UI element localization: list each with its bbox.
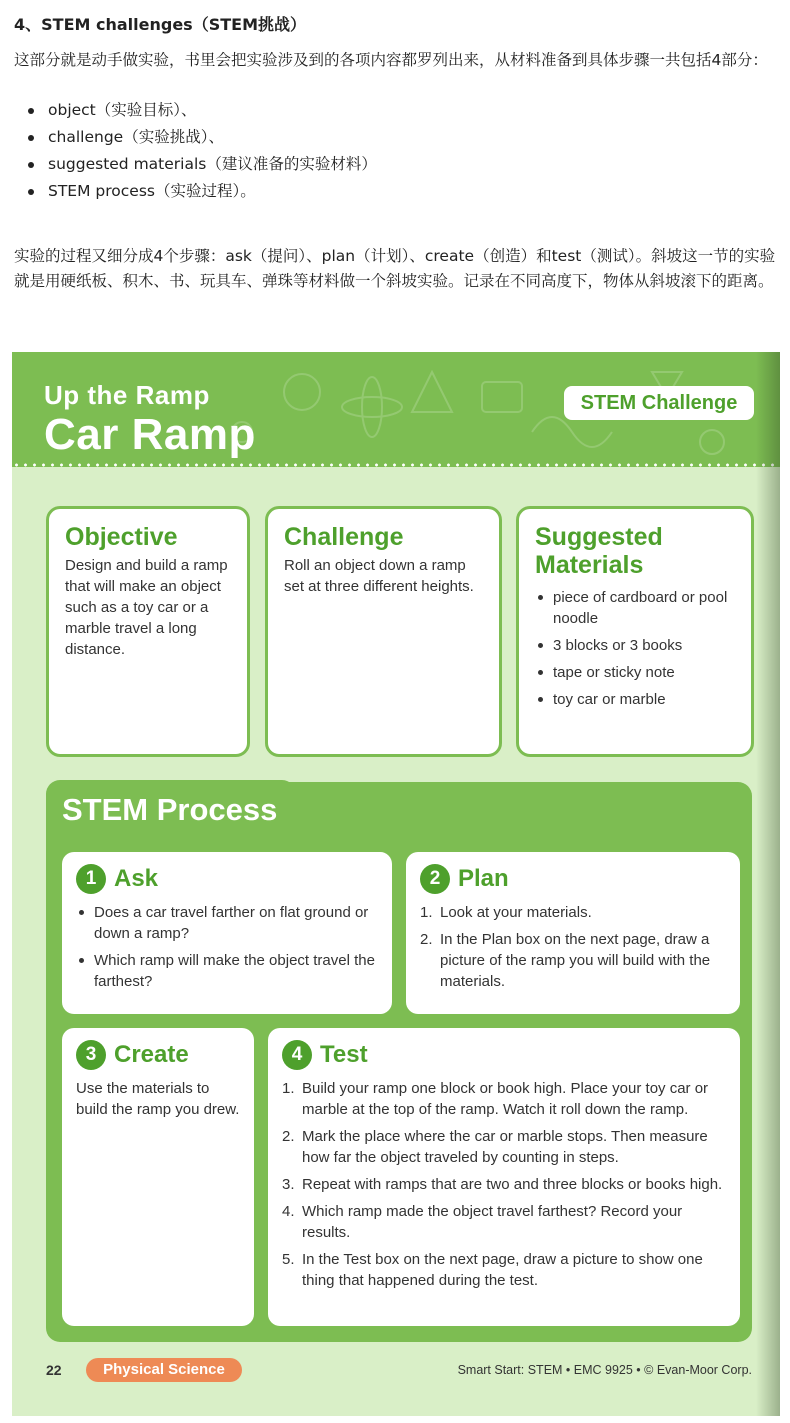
ask-title: Ask: [114, 865, 159, 892]
step-number-badge: 3: [76, 1040, 106, 1070]
item-number: 2.: [282, 1128, 295, 1145]
test-list: [282, 1078, 726, 1291]
objective-text: Design and build a ramp that will make an object such as a toy car or a marble travel a long distance.: [65, 557, 228, 658]
process-paragraph: 实验的过程又细分成4个步骤：ask（提问）、plan（计划）、create（创造）和test（测试）。斜坡这一节的实验就是用硬纸板、积木、书、玩具车、弹珠等材料做一个斜坡实验。记录在不同高度下，物体从斜坡滚下的距离。: [14, 247, 776, 290]
challenge-card: [265, 506, 502, 757]
stem-challenge-tag: STEM Challenge: [564, 386, 754, 420]
create-text: Use the materials to build the ramp you drew.: [76, 1080, 240, 1118]
item-text: Repeat with ramps that are two and three blocks or books high.: [302, 1176, 723, 1193]
list-item: piece of cardboard or pool noodle: [535, 587, 735, 629]
item-number: 5.: [282, 1251, 295, 1268]
list-item: toy car or marble: [535, 689, 735, 710]
section-heading: 4、STEM challenges（STEM挑战）: [14, 15, 306, 34]
item-text: Mark the place where the car or marble stops. Then measure how far the object traveled by counting in steps.: [302, 1128, 708, 1166]
step-number-badge: 2: [420, 864, 450, 894]
ask-list: [76, 902, 378, 992]
item-text: Which ramp made the object travel farthest? Record your results.: [302, 1203, 683, 1241]
title-banner: [12, 352, 780, 467]
materials-card: [516, 506, 754, 757]
test-card: [268, 1028, 740, 1326]
step-number-badge: 4: [282, 1040, 312, 1070]
list-item: STEM process（实验过程）。: [48, 178, 779, 205]
list-item: tape or sticky note: [535, 662, 735, 683]
publisher-credit: Smart Start: STEM • EMC 9925 • © Evan-Moor Corp.: [457, 1363, 752, 1377]
list-item: challenge（实验挑战）、: [48, 124, 779, 151]
item-text: In the Test box on the next page, draw a picture to show one thing that happened during the test.: [302, 1251, 703, 1289]
list-item: object（实验目标）、: [48, 97, 779, 124]
list-item: [420, 929, 726, 992]
challenge-title: Challenge: [284, 523, 404, 551]
list-item: [420, 902, 726, 923]
list-item: [282, 1249, 726, 1291]
section-badge: Physical Science: [86, 1358, 242, 1382]
item-text: Look at your materials.: [440, 904, 592, 921]
objective-card: [46, 506, 250, 757]
list-item: [282, 1174, 726, 1195]
test-title: Test: [320, 1041, 368, 1068]
materials-list: [535, 587, 735, 710]
book-page-image: [12, 352, 780, 1416]
list-item: [282, 1126, 726, 1168]
book-title: Car Ramp: [44, 410, 256, 459]
article: [14, 10, 779, 294]
list-item: suggested materials（建议准备的实验材料）: [48, 151, 779, 178]
parts-list: [14, 97, 779, 205]
list-item: 3 blocks or 3 books: [535, 635, 735, 656]
create-card: [62, 1028, 254, 1326]
item-text: In the Plan box on the next page, draw a picture of the ramp you will build with the materials.: [440, 931, 711, 990]
dotted-divider: [12, 462, 780, 468]
book-subtitle: Up the Ramp: [44, 380, 210, 410]
list-item: [282, 1078, 726, 1120]
list-item: Does a car travel farther on flat ground or down a ramp?: [76, 902, 378, 944]
intro-paragraph: 这部分就是动手做实验，书里会把实验涉及到的各项内容都罗列出来，从材料准备到具体步骤一共包括4部分：: [14, 51, 768, 69]
list-item: [282, 1201, 726, 1243]
item-number: 1.: [420, 904, 433, 921]
list-item: Which ramp will make the object travel the farthest?: [76, 950, 378, 992]
step-number-badge: 1: [76, 864, 106, 894]
item-number: 3.: [282, 1176, 295, 1193]
plan-title: Plan: [458, 865, 509, 892]
item-number: 2.: [420, 931, 433, 948]
objective-title: Objective: [65, 523, 178, 551]
create-title: Create: [114, 1041, 189, 1068]
page-number: 22: [46, 1362, 62, 1378]
item-number: 1.: [282, 1080, 295, 1097]
plan-card: [406, 852, 740, 1014]
item-number: 4.: [282, 1203, 295, 1220]
process-title: STEM Process: [62, 792, 278, 827]
item-text: Build your ramp one block or book high. Place your toy car or marble at the top of the ramp. Watch it roll down the ramp.: [302, 1080, 709, 1118]
plan-list: [420, 902, 726, 992]
challenge-text: Roll an object down a ramp set at three different heights.: [284, 557, 474, 595]
materials-title: Suggested Materials: [535, 523, 663, 579]
ask-card: [62, 852, 392, 1014]
page-edge-shadow: [756, 352, 780, 1416]
